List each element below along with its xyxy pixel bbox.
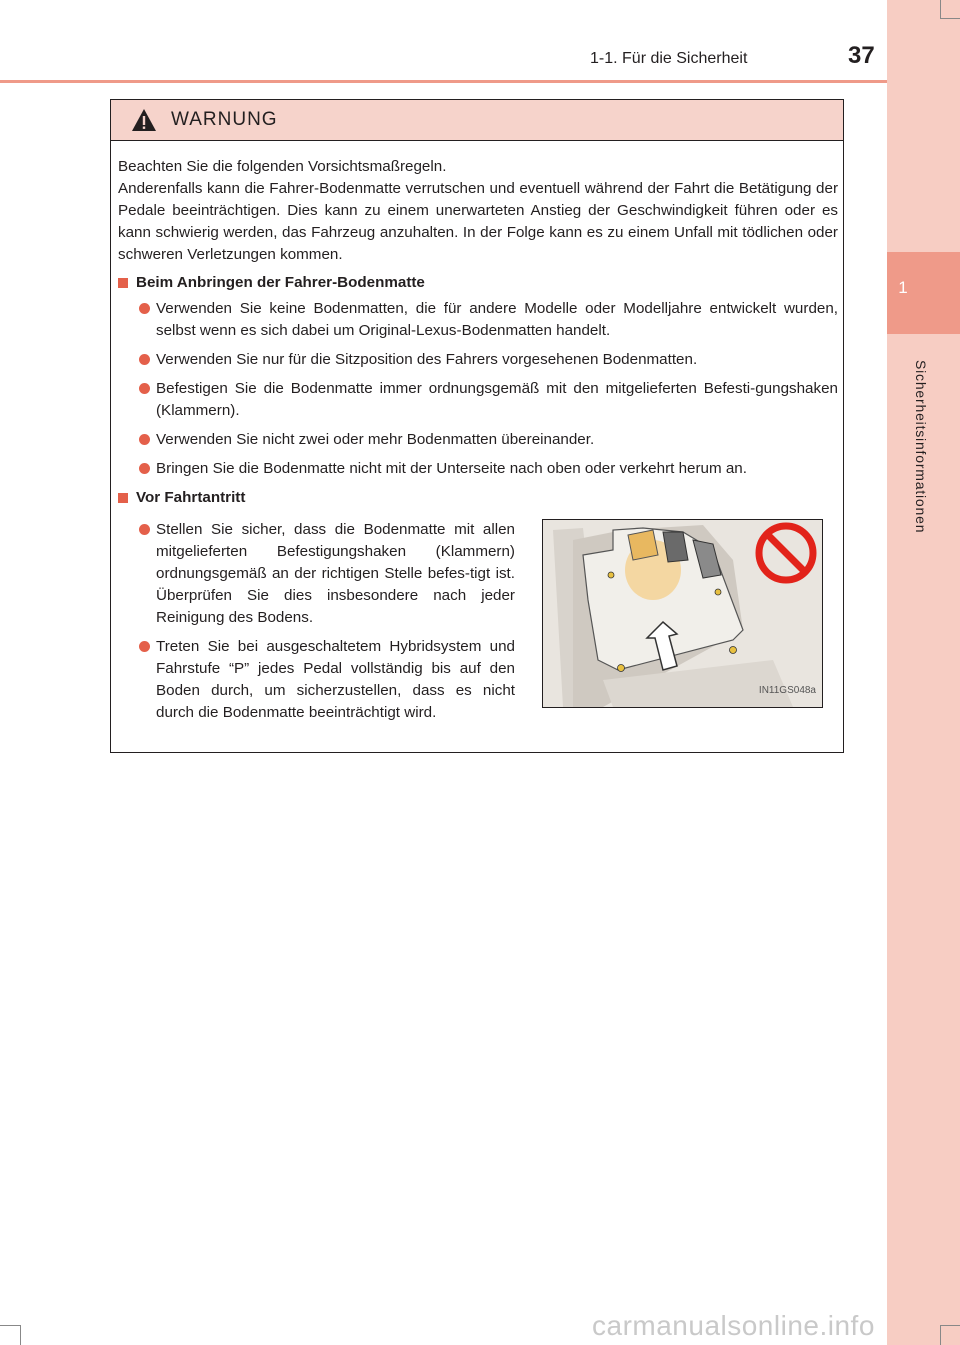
section-heading-text: Vor Fahrtantritt [136, 489, 246, 506]
list-item [118, 298, 838, 342]
warning-triangle-icon [131, 108, 157, 132]
round-bullet-icon [139, 303, 150, 314]
crop-mark [940, 1325, 960, 1326]
list-item-text: Stellen Sie sicher, dass die Bodenmatte mit allen mitgelieferten Befestigungshaken (Klammern) ordnungsgemäß an der richtigen Stelle befes-tigt ist. Überprüfen Sie dies insbesondere nach jeder Reinigung des Bodens. [156, 521, 515, 626]
before-driving-block [118, 519, 838, 739]
crop-mark [940, 1325, 941, 1345]
list-item [118, 429, 838, 451]
round-bullet-icon [139, 354, 150, 365]
section-heading-text: Beim Anbringen der Fahrer-Bodenmatte [136, 274, 425, 291]
list-item [118, 349, 838, 371]
intro-line-2: Anderenfalls kann die Fahrer-Bodenmatte verrutschen und eventuell während der Fahrt die Betätigung der Pedale beeinträchtigen. Dies kann zu einem unerwarteten Anstieg der Geschwindigkeit führen oder es kann schwierig werden, das Fahrzeug anzuhalten. In der Folge kann es zu einem Unfall mit tödlichen oder schweren Verletzungen kommen. [118, 180, 838, 263]
chapter-side-tab [887, 0, 960, 1345]
watermark: carmanualsonline.info [592, 1310, 875, 1341]
warning-intro [118, 156, 838, 266]
square-bullet-icon [118, 493, 128, 503]
list-item-text: Befestigen Sie die Bodenmatte immer ordnungsgemäß mit den mitgelieferten Befesti-gungshaken (Klammern). [156, 380, 838, 419]
section-title: 1-1. Für die Sicherheit [590, 50, 748, 67]
crop-mark [940, 18, 960, 19]
floor-mat-drawing [543, 520, 822, 707]
warning-title: WARNUNG [171, 109, 278, 130]
round-bullet-icon [139, 641, 150, 652]
round-bullet-icon [139, 524, 150, 535]
section-heading-mounting [118, 272, 838, 294]
list-item-text: Treten Sie bei ausgeschaltetem Hybridsystem und Fahrstufe “P” jedes Pedal vollständig bis auf den Boden durch, um sicherzustellen, dass es nicht durch die Bodenmatte beeinträchtigt wird. [156, 638, 515, 721]
before-driving-list [118, 519, 515, 731]
list-item-text: Bringen Sie die Bodenmatte nicht mit der Unterseite nach oben oder verkehrt herum an. [156, 460, 747, 477]
header-rule [0, 80, 887, 83]
list-item-text: Verwenden Sie nur für die Sitzposition des Fahrers vorgesehenen Bodenmatten. [156, 351, 698, 368]
list-item [118, 519, 515, 629]
crop-mark [0, 1325, 20, 1326]
warning-box [110, 99, 844, 753]
list-item [118, 636, 515, 724]
list-item-text: Verwenden Sie nicht zwei oder mehr Bodenmatten übereinander. [156, 431, 595, 448]
chapter-title: Sicherheitsinformationen [913, 360, 929, 534]
page-number: 37 [848, 42, 875, 69]
round-bullet-icon [139, 383, 150, 394]
square-bullet-icon [118, 278, 128, 288]
warning-header [111, 100, 843, 141]
list-item [118, 458, 838, 480]
figure-code: IN11GS048a [758, 685, 816, 696]
list-item [118, 378, 838, 422]
round-bullet-icon [139, 434, 150, 445]
chapter-number: 1 [898, 278, 908, 297]
section-heading-before-driving [118, 487, 838, 509]
intro-line-1: Beachten Sie die folgenden Vorsichtsmaßregeln. [118, 158, 447, 175]
floor-mat-illustration [542, 519, 823, 708]
round-bullet-icon [139, 463, 150, 474]
list-item-text: Verwenden Sie keine Bodenmatten, die für andere Modelle oder Modelljahre entwickelt wurden, selbst wenn es sich dabei um Original-Lexus-Bodenmatten handelt. [156, 300, 838, 339]
crop-mark [20, 1325, 21, 1345]
crop-mark [940, 0, 941, 18]
warning-content [118, 156, 838, 739]
